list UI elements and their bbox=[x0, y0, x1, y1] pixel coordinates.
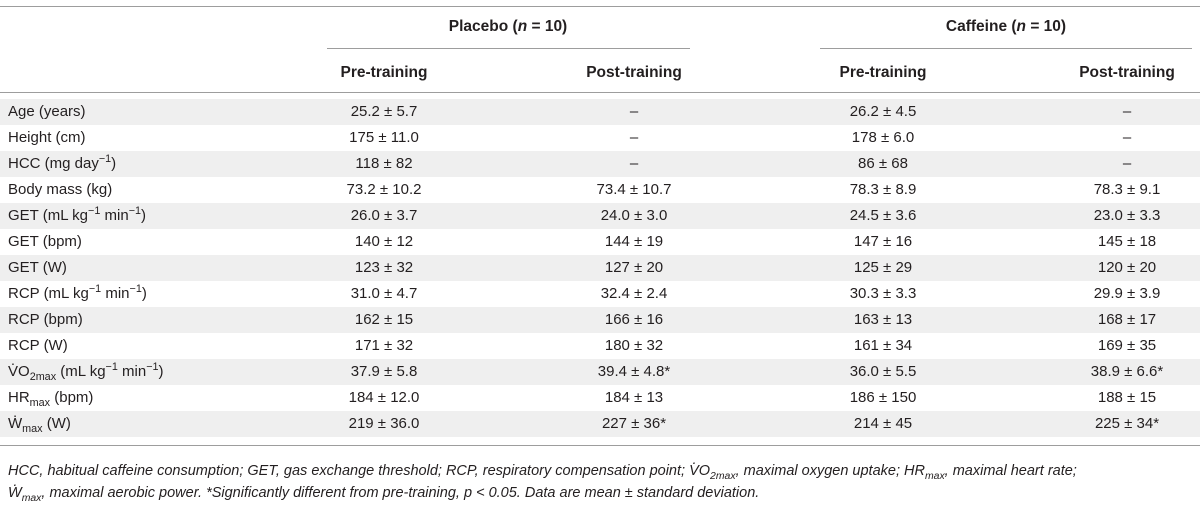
cell-caffeine-post: 29.9 ± 3.9 bbox=[1093, 285, 1161, 302]
group-header-placebo: Placebo (n = 10) bbox=[448, 18, 568, 35]
row-label: HCC (mg day$^{-1}$) bbox=[8, 153, 117, 172]
table-row bbox=[0, 255, 1200, 281]
table-row bbox=[0, 333, 1200, 359]
table-row bbox=[0, 307, 1200, 333]
cell-placebo-pre: 118 ± 82 bbox=[355, 155, 413, 172]
row-label: RCP (bpm) bbox=[8, 311, 83, 328]
table-row bbox=[0, 203, 1200, 229]
cell-caffeine-post: 169 ± 35 bbox=[1097, 337, 1157, 354]
cell-caffeine-pre: 125 ± 29 bbox=[853, 259, 913, 276]
table-row bbox=[0, 151, 1200, 177]
row-label: RCP (mL $kg^{-1}$ $\min^{-1}$) bbox=[8, 283, 147, 302]
footnote-line-1: HCC, habitual caffeine consumption; GET, gas exchange threshold; RCP, respiratory compensation point; · $VO_{2max}$, maximal oxygen uptake; $HR_{max}$, maximal heart rate; bbox=[8, 460, 1193, 482]
cell-placebo-pre: 31.0 ± 4.7 bbox=[350, 285, 418, 302]
cell-placebo-post: – bbox=[629, 155, 639, 172]
row-label: $HR_{max}$ (bpm) bbox=[8, 389, 94, 409]
bottom-rule bbox=[0, 445, 1200, 446]
cell-caffeine-post: 168 ± 17 bbox=[1097, 311, 1157, 328]
row-label: GET (bpm) bbox=[8, 233, 82, 250]
row-label: RCP (W) bbox=[8, 337, 68, 354]
table-row bbox=[0, 385, 1200, 411]
cell-placebo-post: – bbox=[629, 103, 639, 120]
cell-placebo-post: 180 ± 32 bbox=[604, 337, 664, 354]
cell-placebo-post: 32.4 ± 2.4 bbox=[600, 285, 668, 302]
cell-caffeine-post: 188 ± 15 bbox=[1097, 389, 1157, 406]
table-row bbox=[0, 229, 1200, 255]
row-label: GET (mL $kg^{-1}$ $\min^{-1}$) bbox=[8, 205, 146, 224]
cell-caffeine-pre: 26.2 ± 4.5 bbox=[849, 103, 917, 120]
row-label: · $W_{max}$ (W) bbox=[8, 415, 71, 433]
cell-placebo-post: 73.4 ± 10.7 bbox=[596, 181, 672, 198]
row-label: · $VO_{2max}$ (mL $kg^{-1}$ $\min^{-1}$) bbox=[8, 363, 164, 381]
cell-placebo-post: – bbox=[629, 129, 639, 146]
cell-caffeine-pre: 78.3 ± 8.9 bbox=[849, 181, 917, 198]
subheader-placebo-post: Post-training bbox=[586, 64, 682, 81]
cell-placebo-pre: 162 ± 15 bbox=[354, 311, 414, 328]
cell-placebo-post: 127 ± 20 bbox=[604, 259, 664, 276]
cell-caffeine-pre: 36.0 ± 5.5 bbox=[849, 363, 917, 380]
row-label: Body mass (kg) bbox=[8, 181, 113, 198]
cell-caffeine-pre: 178 ± 6.0 bbox=[851, 129, 915, 146]
cell-placebo-post: 39.4 ± 4.8* bbox=[597, 363, 671, 380]
cell-caffeine-pre: 30.3 ± 3.3 bbox=[849, 285, 917, 302]
cell-caffeine-post: 38.9 ± 6.6* bbox=[1090, 363, 1164, 380]
cell-placebo-pre: 184 ± 12.0 bbox=[348, 389, 420, 406]
table-row bbox=[0, 99, 1200, 125]
placebo-group-rule bbox=[327, 48, 690, 49]
cell-placebo-post: 166 ± 16 bbox=[604, 311, 664, 328]
cell-caffeine-post: 145 ± 18 bbox=[1097, 233, 1157, 250]
table-footnote bbox=[8, 460, 1193, 504]
cell-placebo-pre: 123 ± 32 bbox=[354, 259, 414, 276]
cell-placebo-pre: 140 ± 12 bbox=[354, 233, 414, 250]
table-row bbox=[0, 411, 1200, 437]
cell-caffeine-pre: 24.5 ± 3.6 bbox=[849, 207, 917, 224]
cell-placebo-post: 144 ± 19 bbox=[604, 233, 664, 250]
subheader-placebo-pre: Pre-training bbox=[340, 64, 428, 81]
cell-caffeine-post: – bbox=[1122, 103, 1132, 120]
row-label: GET (W) bbox=[8, 259, 67, 276]
cell-placebo-pre: 175 ± 11.0 bbox=[349, 129, 419, 146]
caffeine-group-rule bbox=[820, 48, 1192, 49]
cell-placebo-pre: 37.9 ± 5.8 bbox=[350, 363, 418, 380]
row-label: Height (cm) bbox=[8, 129, 86, 146]
cell-placebo-pre: 25.2 ± 5.7 bbox=[350, 103, 418, 120]
cell-placebo-post: 227 ± 36* bbox=[601, 415, 667, 432]
cell-placebo-post: 24.0 ± 3.0 bbox=[600, 207, 668, 224]
cell-caffeine-pre: 161 ± 34 bbox=[853, 337, 913, 354]
cell-placebo-post: 184 ± 13 bbox=[604, 389, 664, 406]
table-row bbox=[0, 125, 1200, 151]
cell-placebo-pre: 26.0 ± 3.7 bbox=[350, 207, 418, 224]
cell-caffeine-pre: 186 ± 150 bbox=[849, 389, 917, 406]
subheader-caffeine-post: Post-training bbox=[1079, 64, 1175, 81]
cell-caffeine-pre: 147 ± 16 bbox=[853, 233, 913, 250]
cell-caffeine-pre: 86 ± 68 bbox=[858, 155, 908, 172]
cell-placebo-pre: 171 ± 32 bbox=[354, 337, 414, 354]
table-row bbox=[0, 359, 1200, 385]
footnote-line-2: · $W_{max}$, maximal aerobic power. *Significantly different from pre-training, p < 0.05. Data are mean ± standard deviation. bbox=[8, 482, 1193, 504]
table-row bbox=[0, 281, 1200, 307]
cell-caffeine-pre: 163 ± 13 bbox=[853, 311, 913, 328]
top-rule bbox=[0, 6, 1200, 7]
cell-caffeine-post: – bbox=[1122, 129, 1132, 146]
cell-caffeine-post: 225 ± 34* bbox=[1094, 415, 1160, 432]
cell-caffeine-post: 78.3 ± 9.1 bbox=[1093, 181, 1161, 198]
cell-placebo-pre: 219 ± 36.0 bbox=[348, 415, 420, 432]
cell-caffeine-post: 120 ± 20 bbox=[1097, 259, 1157, 276]
cell-caffeine-post: – bbox=[1122, 155, 1132, 172]
cell-placebo-pre: 73.2 ± 10.2 bbox=[346, 181, 422, 198]
subheader-caffeine-pre: Pre-training bbox=[839, 64, 927, 81]
cell-caffeine-post: 23.0 ± 3.3 bbox=[1093, 207, 1161, 224]
group-header-caffeine: Caffeine (n = 10) bbox=[945, 18, 1067, 35]
table-row bbox=[0, 177, 1200, 203]
cell-caffeine-pre: 214 ± 45 bbox=[853, 415, 913, 432]
row-label: Age (years) bbox=[8, 103, 86, 120]
header-bottom-rule bbox=[0, 92, 1200, 93]
